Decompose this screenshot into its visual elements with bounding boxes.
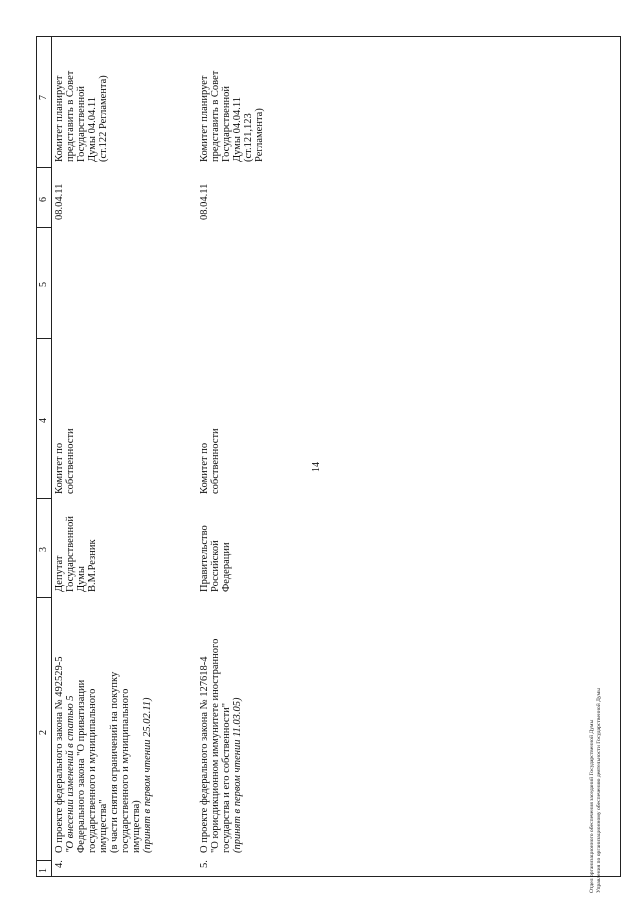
column-header: 5 (38, 282, 49, 287)
column-header: 3 (38, 547, 49, 552)
date-cell: 08.04.11 (199, 183, 210, 220)
committee-line: Комитет по (54, 442, 65, 494)
initiator-line: Думы (76, 566, 87, 592)
column-divider (36, 167, 51, 168)
column-divider (36, 227, 51, 228)
note-line: Комитет планирует (54, 75, 65, 162)
date-cell: 08.04.11 (54, 183, 65, 220)
bill-title-line: государственного и муниципального (87, 688, 98, 853)
row-number: 5. (199, 860, 210, 868)
footer-line: Отдел организационного обеспечения заседаний Государственной Думы (589, 719, 595, 893)
column-divider (36, 597, 51, 598)
bill-title-line: имущества" (98, 799, 109, 853)
note-line: представить в Совет (65, 70, 76, 162)
bill-title-line: "О внесении изменений в статью 5 (65, 695, 76, 853)
note-line: (ст.122 Регламента) (98, 75, 109, 162)
column-divider (36, 860, 51, 861)
note-line: (ст.121,123 (243, 113, 254, 162)
bill-title-line: (в части снятия ограничений на покупку (109, 671, 120, 853)
row-number: 4. (54, 860, 65, 868)
header-separator-line (51, 36, 52, 877)
table-border-right-edge (620, 36, 621, 877)
initiator-line: Правительство (199, 525, 210, 592)
bill-reading-status: (принят в первом чтении 11.03.05) (232, 697, 243, 853)
note-line: Думы 04.04.11 (87, 97, 98, 162)
initiator-line: Российской (210, 540, 221, 592)
note-line: Государственной (221, 86, 232, 162)
bill-title-line: государственного и муниципального (120, 688, 131, 853)
column-header: 6 (38, 197, 49, 202)
initiator-line: Федерации (221, 542, 232, 592)
initiator-line: Депутат (54, 555, 65, 592)
column-divider (36, 498, 51, 499)
bill-title-line: государства и его собственности" (221, 702, 232, 853)
column-divider (36, 338, 51, 339)
bill-title-line: Федерального закона "О приватизации (76, 679, 87, 853)
note-line: Комитет планирует (199, 75, 210, 162)
bill-title-line: имущества) (131, 800, 142, 853)
column-header: 2 (38, 730, 49, 735)
column-header: 1 (38, 868, 49, 873)
committee-line: Комитет по (199, 442, 210, 494)
table-border-bottom-edge (36, 876, 621, 877)
initiator-line: Государственной (65, 516, 76, 592)
bill-title-line: О проекте федерального закона № 127618-4 (199, 656, 210, 853)
bill-reading-status: (принят в первом чтении 25.02.11) (142, 697, 153, 853)
bill-title-line: О проекте федерального закона № 492529-5 (54, 656, 65, 853)
note-line: Регламента) (254, 108, 265, 162)
committee-line: собственности (210, 428, 221, 494)
column-header: 4 (38, 418, 49, 423)
bill-title-line: "О юрисдикционном иммунитете иностранного (210, 638, 221, 853)
table-border-left-edge (36, 36, 37, 877)
footer-line: Управления по организационному обеспечению деятельности Государственной Думы (596, 688, 602, 893)
note-line: представить в Совет (210, 70, 221, 162)
note-line: Государственной (76, 86, 87, 162)
column-header: 7 (38, 95, 49, 100)
committee-line: собственности (65, 428, 76, 494)
initiator-line: В.М.Резник (87, 539, 98, 592)
table-border-top-edge (36, 36, 621, 37)
note-line: Думы 04.04.11 (232, 97, 243, 162)
page-number: 14 (311, 462, 322, 472)
